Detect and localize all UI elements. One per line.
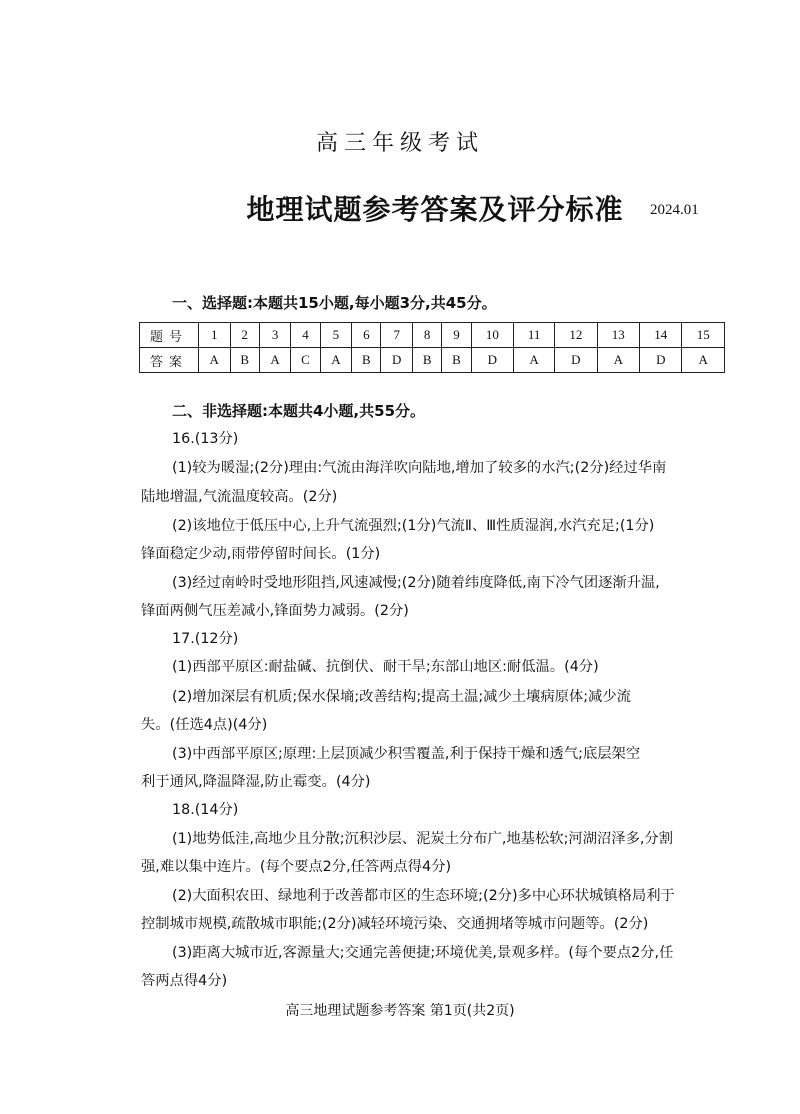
row-label-answer: 答案	[140, 348, 199, 373]
answer-cell: B	[412, 348, 441, 373]
answer-cell: B	[352, 348, 381, 373]
answer-cell: A	[514, 348, 555, 373]
question-number: 15	[682, 323, 725, 348]
answer-cell: C	[291, 348, 320, 373]
answer-line: (2)大面积农田、绿地利于改善都市区的生态环境;(2分)多中心环状城镇格局利于	[172, 888, 675, 904]
question-number: 10	[471, 323, 513, 348]
question-number: 11	[514, 323, 555, 348]
answer-line: (1)西部平原区:耐盐碱、抗倒伏、耐干旱;东部山地区:耐低温。(4分)	[172, 659, 599, 675]
question-number: 1	[199, 323, 231, 348]
question-number: 2	[230, 323, 259, 348]
answer-cell: A	[597, 348, 639, 373]
answer-cell: D	[640, 348, 682, 373]
row-label-number: 题号	[140, 323, 199, 348]
page-footer: 高三地理试题参考答案 第1页(共2页)	[285, 1003, 515, 1019]
answer-table	[139, 322, 725, 373]
answer-line: (1)较为暖湿;(2分)理由:气流由海洋吹向陆地,增加了较多的水汽;(2分)经过华南	[172, 460, 667, 476]
answer-cell: A	[259, 348, 291, 373]
answer-line: 强,难以集中连片。(每个要点2分,任答两点得4分)	[141, 859, 452, 875]
section2-heading: 二、非选择题:本题共4小题,共55分。	[172, 402, 426, 420]
question-number: 5	[320, 323, 352, 348]
answer-line: (2)增加深层有机质;保水保墒;改善结构;提高土温;减少土壤病原体;减少流	[172, 689, 631, 705]
answer-cell: A	[682, 348, 725, 373]
question-number: 4	[291, 323, 320, 348]
answer-cell: B	[442, 348, 471, 373]
answer-line: (2)该地位于低压中心,上升气流强烈;(1分)气流Ⅱ、Ⅲ性质湿润,水汽充足;(1分)	[172, 518, 655, 534]
question-number: 3	[259, 323, 291, 348]
answer-line: 锋面两侧气压差减小,锋面势力减弱。(2分)	[141, 603, 409, 619]
answer-cell: D	[555, 348, 597, 373]
answer-cell: D	[471, 348, 513, 373]
question-number: 12	[555, 323, 597, 348]
question-number: 13	[597, 323, 639, 348]
question-number: 6	[352, 323, 381, 348]
answer-cell: A	[320, 348, 352, 373]
answer-line: (1)地势低洼,高地少且分散;沉积沙层、泥炭土分布广,地基松软;河湖沼泽多,分割	[172, 831, 674, 847]
question-number: 8	[412, 323, 441, 348]
document-title: 地理试题参考答案及评分标准	[246, 193, 624, 226]
answer-line: (3)经过南岭时受地形阻挡,风速减慢;(2分)随着纬度降低,南下冷气团逐渐升温,	[172, 575, 660, 591]
answer-cell: A	[199, 348, 231, 373]
answer-cell: B	[230, 348, 259, 373]
answer-line: 陆地增温,气流温度较高。(2分)	[141, 489, 338, 505]
answer-cell: D	[381, 348, 413, 373]
question-16-header: 16.(13分)	[172, 431, 239, 447]
question-number: 7	[381, 323, 413, 348]
answer-line: 失。(任选4点)(4分)	[141, 717, 268, 733]
answer-line: 锋面稳定少动,雨带停留时间长。(1分)	[141, 546, 381, 562]
answer-line: 利于通风,降温降湿,防止霉变。(4分)	[141, 774, 371, 790]
section1-heading: 一、选择题:本题共15小题,每小题3分,共45分。	[172, 294, 497, 312]
answer-line: (3)中西部平原区;原理:上层顶减少积雪覆盖,利于保持干燥和透气;底层架空	[172, 746, 641, 762]
question-number: 14	[640, 323, 682, 348]
question-17-header: 17.(12分)	[172, 631, 239, 647]
document-date: 2024.01	[650, 202, 699, 218]
table-row-numbers	[140, 323, 725, 348]
question-18-header: 18.(14分)	[172, 802, 239, 818]
answer-line: 答两点得4分)	[141, 973, 228, 989]
answer-line: 控制城市规模,疏散城市职能;(2分)减轻环境污染、交通拥堵等城市问题等。(2分)	[141, 916, 649, 932]
exam-title: 高三年级考试	[315, 131, 484, 156]
table-row-answers	[140, 348, 725, 373]
answer-line: (3)距离大城市近,客源量大;交通完善便捷;环境优美,景观多样。(每个要点2分,任	[172, 945, 674, 961]
question-number: 9	[442, 323, 471, 348]
